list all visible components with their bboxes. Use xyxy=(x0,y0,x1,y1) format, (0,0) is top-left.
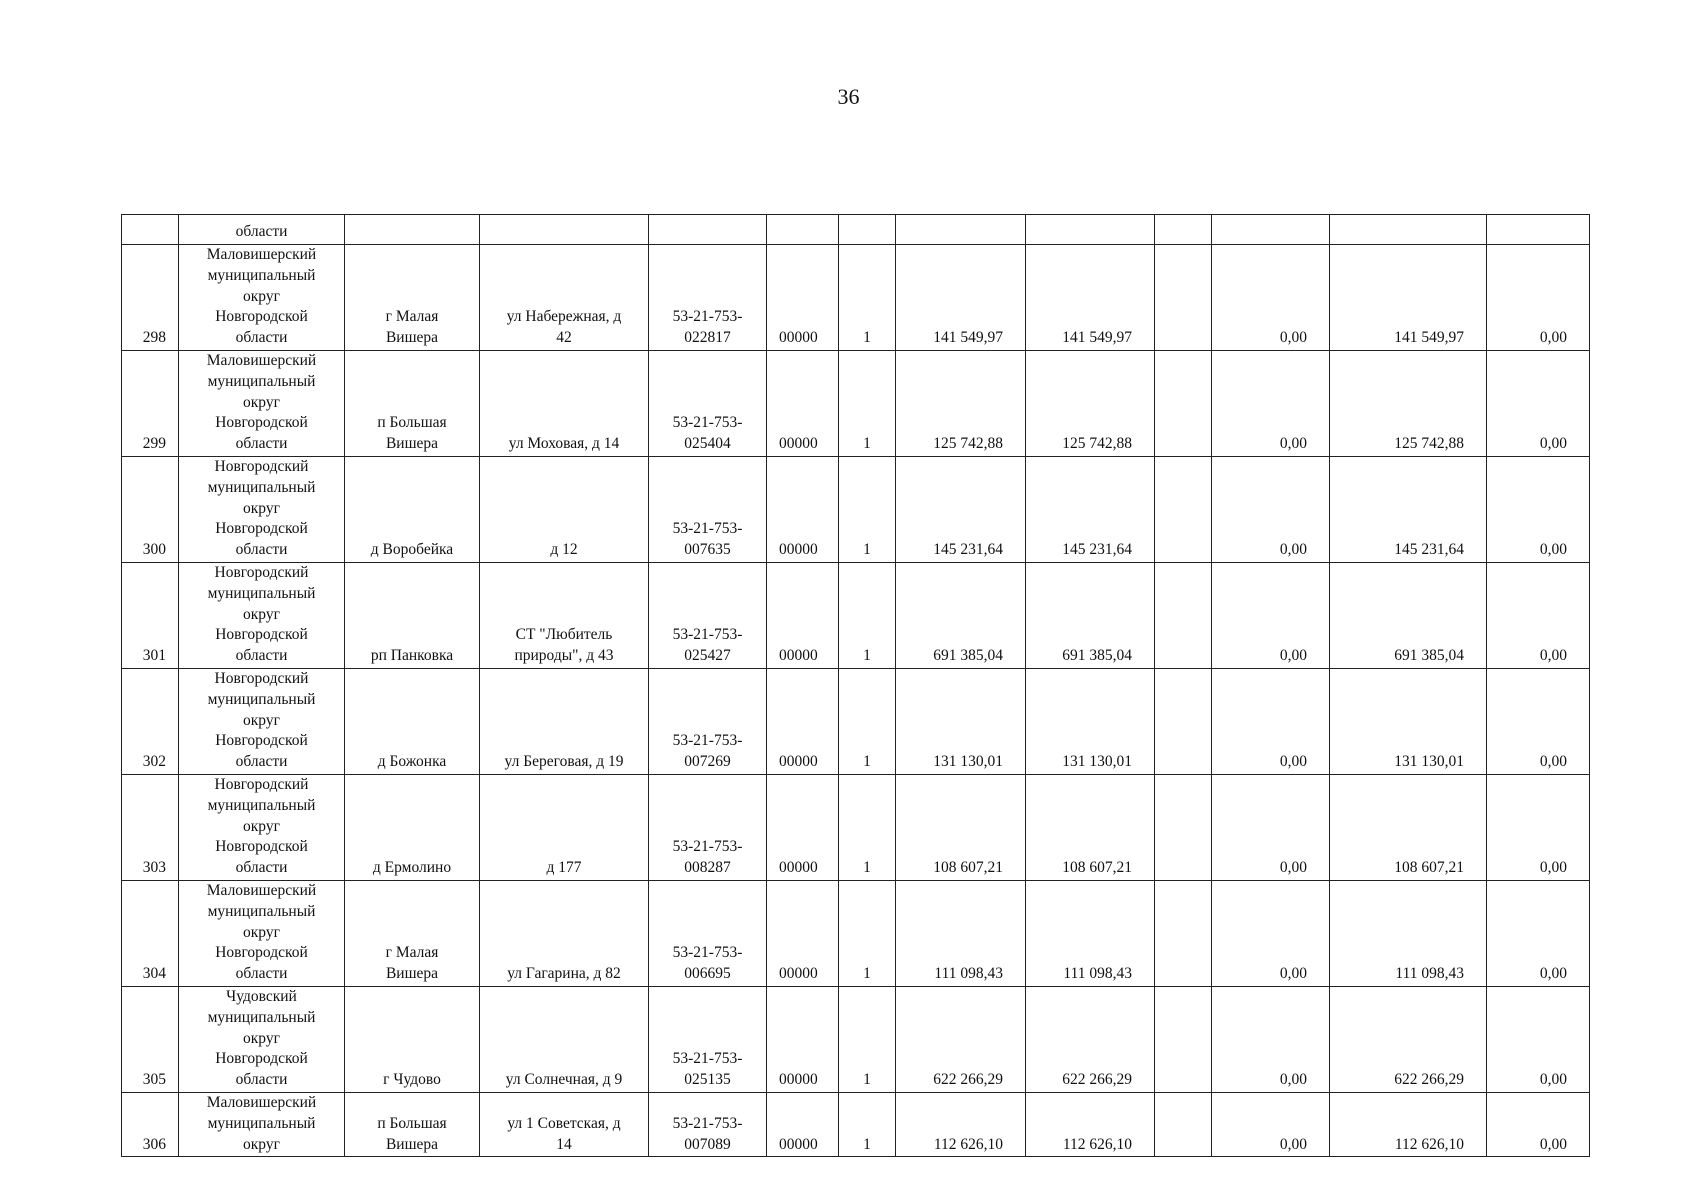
amount-cell: 0,00 xyxy=(1212,1093,1330,1157)
municipality-cell-line: округ xyxy=(243,393,280,411)
object-code-cell-line: 007269 xyxy=(684,753,731,771)
object-code-cell-line: 007089 xyxy=(684,1135,731,1153)
municipality-cell-line: округ xyxy=(243,817,280,835)
municipality-cell-line: муниципальный xyxy=(207,902,316,920)
amount-cell: 0,00 xyxy=(1487,881,1590,987)
municipality-cell-line: области xyxy=(235,965,288,983)
amount-cell: 125 742,88 xyxy=(1330,351,1487,457)
amount-cell: 131 130,01 xyxy=(896,669,1026,775)
amount-cell: 111 098,43 xyxy=(896,881,1026,987)
address-cell-line: ул Набережная, д xyxy=(506,308,622,326)
amount-cell: 0,00 xyxy=(1212,881,1330,987)
object-code-cell xyxy=(649,987,767,1093)
quantity-cell: 1 xyxy=(839,351,896,457)
settlement-cell xyxy=(345,1093,480,1157)
continuation-row xyxy=(122,215,1590,245)
settlement-cell-line: рп Панковка xyxy=(370,647,454,665)
object-code-cell-line: 53-21-753- xyxy=(672,308,743,326)
table-row xyxy=(122,245,1590,351)
settlement-cell-line: п Большая xyxy=(377,414,447,432)
municipality-cell-line: Новгородский xyxy=(214,670,309,688)
object-code-cell-line: 007635 xyxy=(684,541,731,559)
amount-cell: 0,00 xyxy=(1487,775,1590,881)
address-cell xyxy=(480,351,649,457)
settlement-cell-line: г Чудово xyxy=(383,1071,441,1089)
amount-cell: 145 231,64 xyxy=(896,457,1026,563)
amount-cell: 0,00 xyxy=(1487,669,1590,775)
object-code-cell-line: 025404 xyxy=(684,435,731,453)
settlement-cell xyxy=(345,351,480,457)
amount-cell: 0,00 xyxy=(1212,351,1330,457)
object-code-cell xyxy=(649,351,767,457)
settlement-cell xyxy=(345,987,480,1093)
object-code-cell-line: 022817 xyxy=(684,329,731,347)
amount-cell: 622 266,29 xyxy=(1330,987,1487,1093)
quantity-cell: 1 xyxy=(839,987,896,1093)
municipality-cell-line: муниципальный xyxy=(207,1114,316,1132)
empty-cell xyxy=(1155,351,1212,457)
table-row xyxy=(122,351,1590,457)
amount-cell: 111 098,43 xyxy=(1330,881,1487,987)
amount-cell: 691 385,04 xyxy=(896,563,1026,669)
municipality-cell-line: области xyxy=(235,329,288,347)
empty-cell xyxy=(1155,775,1212,881)
municipality-cell-line: Новгородской xyxy=(215,944,308,962)
municipality-cell-line: Новгородский xyxy=(214,564,309,582)
object-code-cell-line: 53-21-753- xyxy=(672,520,743,538)
settlement-cell-line: д Воробейка xyxy=(370,541,454,559)
amount-cell: 0,00 xyxy=(1212,987,1330,1093)
address-cell-line: д 12 xyxy=(550,541,578,559)
municipality-cell-line: округ xyxy=(243,923,280,941)
municipality-cell-line: муниципальный xyxy=(207,690,316,708)
object-code-cell-line: 025427 xyxy=(684,647,731,665)
quantity-cell: 1 xyxy=(839,563,896,669)
amount-cell: 0,00 xyxy=(1487,1093,1590,1157)
object-code-cell-line: 025135 xyxy=(684,1071,731,1089)
amount-cell: 0,00 xyxy=(1487,351,1590,457)
continuation-text: области xyxy=(179,215,345,245)
municipality-cell-line: муниципальный xyxy=(207,478,316,496)
municipality-cell-line: Маловишерский xyxy=(206,352,317,370)
settlement-cell-line: Вишера xyxy=(385,329,439,347)
amount-cell: 0,00 xyxy=(1487,457,1590,563)
amount-cell: 691 385,04 xyxy=(1026,563,1155,669)
amount-cell: 108 607,21 xyxy=(1330,775,1487,881)
municipality-cell xyxy=(179,881,345,987)
settlement-cell xyxy=(345,669,480,775)
row-number: 300 xyxy=(122,457,179,563)
address-cell-line: д 177 xyxy=(546,859,582,877)
object-code-cell-line: 53-21-753- xyxy=(672,732,743,750)
municipality-cell-line: Новгородской xyxy=(215,520,308,538)
table-body xyxy=(122,215,1590,1157)
municipality-cell-line: области xyxy=(235,435,288,453)
zeros-cell: 00000 xyxy=(767,881,839,987)
amount-cell: 691 385,04 xyxy=(1330,563,1487,669)
address-cell-line: ул Гагарина, д 82 xyxy=(507,965,621,983)
settlement-cell xyxy=(345,245,480,351)
settlement-cell xyxy=(345,563,480,669)
zeros-cell: 00000 xyxy=(767,987,839,1093)
row-number: 299 xyxy=(122,351,179,457)
settlement-cell-line: п Большая xyxy=(377,1114,447,1132)
amount-cell: 145 231,64 xyxy=(1026,457,1155,563)
amount-cell: 622 266,29 xyxy=(896,987,1026,1093)
quantity-cell: 1 xyxy=(839,775,896,881)
page-number: 36 xyxy=(837,84,860,109)
quantity-cell: 1 xyxy=(839,1093,896,1157)
address-cell xyxy=(480,775,649,881)
row-number: 304 xyxy=(122,881,179,987)
quantity-cell: 1 xyxy=(839,457,896,563)
address-cell-line: ул 1 Советская, д xyxy=(507,1114,621,1132)
object-code-cell xyxy=(649,245,767,351)
settlement-cell-line: д Божонка xyxy=(377,753,447,771)
municipality-cell xyxy=(179,775,345,881)
amount-cell: 112 626,10 xyxy=(1330,1093,1487,1157)
municipality-cell-line: округ xyxy=(243,1029,280,1047)
address-cell-line: 14 xyxy=(556,1135,572,1153)
amount-cell: 622 266,29 xyxy=(1026,987,1155,1093)
table-row xyxy=(122,775,1590,881)
municipality-cell-line: муниципальный xyxy=(207,372,316,390)
address-cell xyxy=(480,881,649,987)
object-code-cell xyxy=(649,881,767,987)
object-code-cell-line: 006695 xyxy=(684,965,731,983)
address-cell xyxy=(480,245,649,351)
municipality-cell-line: области xyxy=(235,541,288,559)
municipality-cell xyxy=(179,351,345,457)
settlement-cell xyxy=(345,881,480,987)
amount-cell: 131 130,01 xyxy=(1026,669,1155,775)
address-cell xyxy=(480,669,649,775)
amount-cell: 0,00 xyxy=(1487,563,1590,669)
zeros-cell: 00000 xyxy=(767,245,839,351)
empty-cell xyxy=(1155,1093,1212,1157)
amount-cell: 112 626,10 xyxy=(896,1093,1026,1157)
settlement-cell xyxy=(345,775,480,881)
object-code-cell-line: 53-21-753- xyxy=(672,944,743,962)
zeros-cell: 00000 xyxy=(767,563,839,669)
object-code-cell-line: 53-21-753- xyxy=(672,1050,743,1068)
zeros-cell: 00000 xyxy=(767,457,839,563)
municipality-cell xyxy=(179,1093,345,1157)
address-cell xyxy=(480,987,649,1093)
municipality-cell xyxy=(179,457,345,563)
row-number: 303 xyxy=(122,775,179,881)
municipality-cell-line: Маловишерский xyxy=(206,882,317,900)
zeros-cell: 00000 xyxy=(767,775,839,881)
object-code-cell-line: 008287 xyxy=(684,859,731,877)
object-code-cell xyxy=(649,563,767,669)
municipality-cell-line: Маловишерский xyxy=(206,246,317,264)
settlement-cell-line: г Малая xyxy=(385,944,439,962)
settlement-cell-line: Вишера xyxy=(385,965,439,983)
table-row xyxy=(122,563,1590,669)
municipality-cell-line: округ xyxy=(243,711,280,729)
row-number: 302 xyxy=(122,669,179,775)
amount-cell: 141 549,97 xyxy=(1026,245,1155,351)
municipality-cell xyxy=(179,245,345,351)
municipality-cell xyxy=(179,669,345,775)
municipality-cell-line: муниципальный xyxy=(207,584,316,602)
zeros-cell: 00000 xyxy=(767,351,839,457)
zeros-cell: 00000 xyxy=(767,669,839,775)
object-code-cell-line: 53-21-753- xyxy=(672,838,743,856)
object-code-cell-line: 53-21-753- xyxy=(672,414,743,432)
address-cell xyxy=(480,1093,649,1157)
municipality-cell-line: округ xyxy=(243,1135,280,1153)
empty-cell xyxy=(1155,669,1212,775)
row-number: 305 xyxy=(122,987,179,1093)
row-number: 301 xyxy=(122,563,179,669)
table-row xyxy=(122,669,1590,775)
amount-cell: 131 130,01 xyxy=(1330,669,1487,775)
municipality-cell-line: Новгородской xyxy=(215,308,308,326)
municipality-cell-line: округ xyxy=(243,499,280,517)
amount-cell: 0,00 xyxy=(1487,245,1590,351)
municipality-cell-line: Новгородской xyxy=(215,626,308,644)
municipality-cell-line: Новгородской xyxy=(215,838,308,856)
municipality-cell-line: муниципальный xyxy=(207,266,316,284)
municipality-cell-line: Новгородской xyxy=(215,414,308,432)
amount-cell: 0,00 xyxy=(1212,775,1330,881)
quantity-cell: 1 xyxy=(839,669,896,775)
amount-cell: 112 626,10 xyxy=(1026,1093,1155,1157)
municipality-cell-line: Чудовский xyxy=(226,988,297,1006)
municipality-cell-line: области xyxy=(235,859,288,877)
municipality-cell-line: области xyxy=(235,647,288,665)
table-row xyxy=(122,881,1590,987)
amount-cell: 0,00 xyxy=(1212,669,1330,775)
object-code-cell xyxy=(649,775,767,881)
municipality-cell-line: Маловишерский xyxy=(206,1094,317,1111)
address-cell-line: ул Береговая, д 19 xyxy=(504,753,624,771)
municipality-cell-line: муниципальный xyxy=(207,1008,316,1026)
amount-cell: 125 742,88 xyxy=(896,351,1026,457)
address-cell xyxy=(480,457,649,563)
settlement-cell-line: д Ермолино xyxy=(372,859,452,877)
zeros-cell: 00000 xyxy=(767,1093,839,1157)
address-cell xyxy=(480,563,649,669)
object-code-cell xyxy=(649,1093,767,1157)
empty-cell xyxy=(1155,881,1212,987)
municipality-cell-line: округ xyxy=(243,605,280,623)
amount-cell: 141 549,97 xyxy=(1330,245,1487,351)
quantity-cell: 1 xyxy=(839,245,896,351)
row-number: 306 xyxy=(122,1093,179,1157)
table-row xyxy=(122,457,1590,563)
municipality-cell xyxy=(179,987,345,1093)
table-row xyxy=(122,1093,1590,1157)
settlement-cell xyxy=(345,457,480,563)
quantity-cell: 1 xyxy=(839,881,896,987)
settlement-cell-line: Вишера xyxy=(385,1135,439,1153)
object-code-cell xyxy=(649,669,767,775)
object-code-cell-line: 53-21-753- xyxy=(672,626,743,644)
address-cell-line: ул Солнечная, д 9 xyxy=(505,1071,623,1089)
settlement-cell-line: г Малая xyxy=(385,308,439,326)
address-cell-line: природы", д 43 xyxy=(514,647,614,665)
municipality-cell-line: муниципальный xyxy=(207,796,316,814)
object-code-cell xyxy=(649,457,767,563)
municipality-cell-line: Новгородский xyxy=(214,776,309,794)
empty-cell xyxy=(1155,457,1212,563)
municipality-cell-line: округ xyxy=(243,287,280,305)
amount-cell: 0,00 xyxy=(1212,457,1330,563)
settlement-cell-line: Вишера xyxy=(385,435,439,453)
row-number: 298 xyxy=(122,245,179,351)
municipality-cell xyxy=(179,563,345,669)
amount-cell: 111 098,43 xyxy=(1026,881,1155,987)
table-row xyxy=(122,987,1590,1093)
amount-cell: 145 231,64 xyxy=(1330,457,1487,563)
amount-cell: 108 607,21 xyxy=(1026,775,1155,881)
amount-cell: 141 549,97 xyxy=(896,245,1026,351)
amount-cell: 0,00 xyxy=(1212,245,1330,351)
amount-cell: 125 742,88 xyxy=(1026,351,1155,457)
empty-cell xyxy=(1155,563,1212,669)
municipality-cell-line: области xyxy=(235,753,288,771)
municipality-cell-line: Новгородский xyxy=(214,458,309,476)
amount-cell: 0,00 xyxy=(1487,987,1590,1093)
empty-cell xyxy=(1155,245,1212,351)
address-cell-line: СТ "Любитель xyxy=(515,626,613,644)
address-cell-line: 42 xyxy=(556,329,572,347)
address-cell-line: ул Моховая, д 14 xyxy=(508,435,620,453)
amount-cell: 0,00 xyxy=(1212,563,1330,669)
municipality-cell-line: Новгородской xyxy=(215,732,308,750)
object-code-cell-line: 53-21-753- xyxy=(672,1114,743,1132)
empty-cell xyxy=(1155,987,1212,1093)
amount-cell: 108 607,21 xyxy=(896,775,1026,881)
municipality-cell-line: Новгородской xyxy=(215,1050,308,1068)
municipality-cell-line: области xyxy=(235,1071,288,1089)
register-table xyxy=(121,214,1590,1157)
